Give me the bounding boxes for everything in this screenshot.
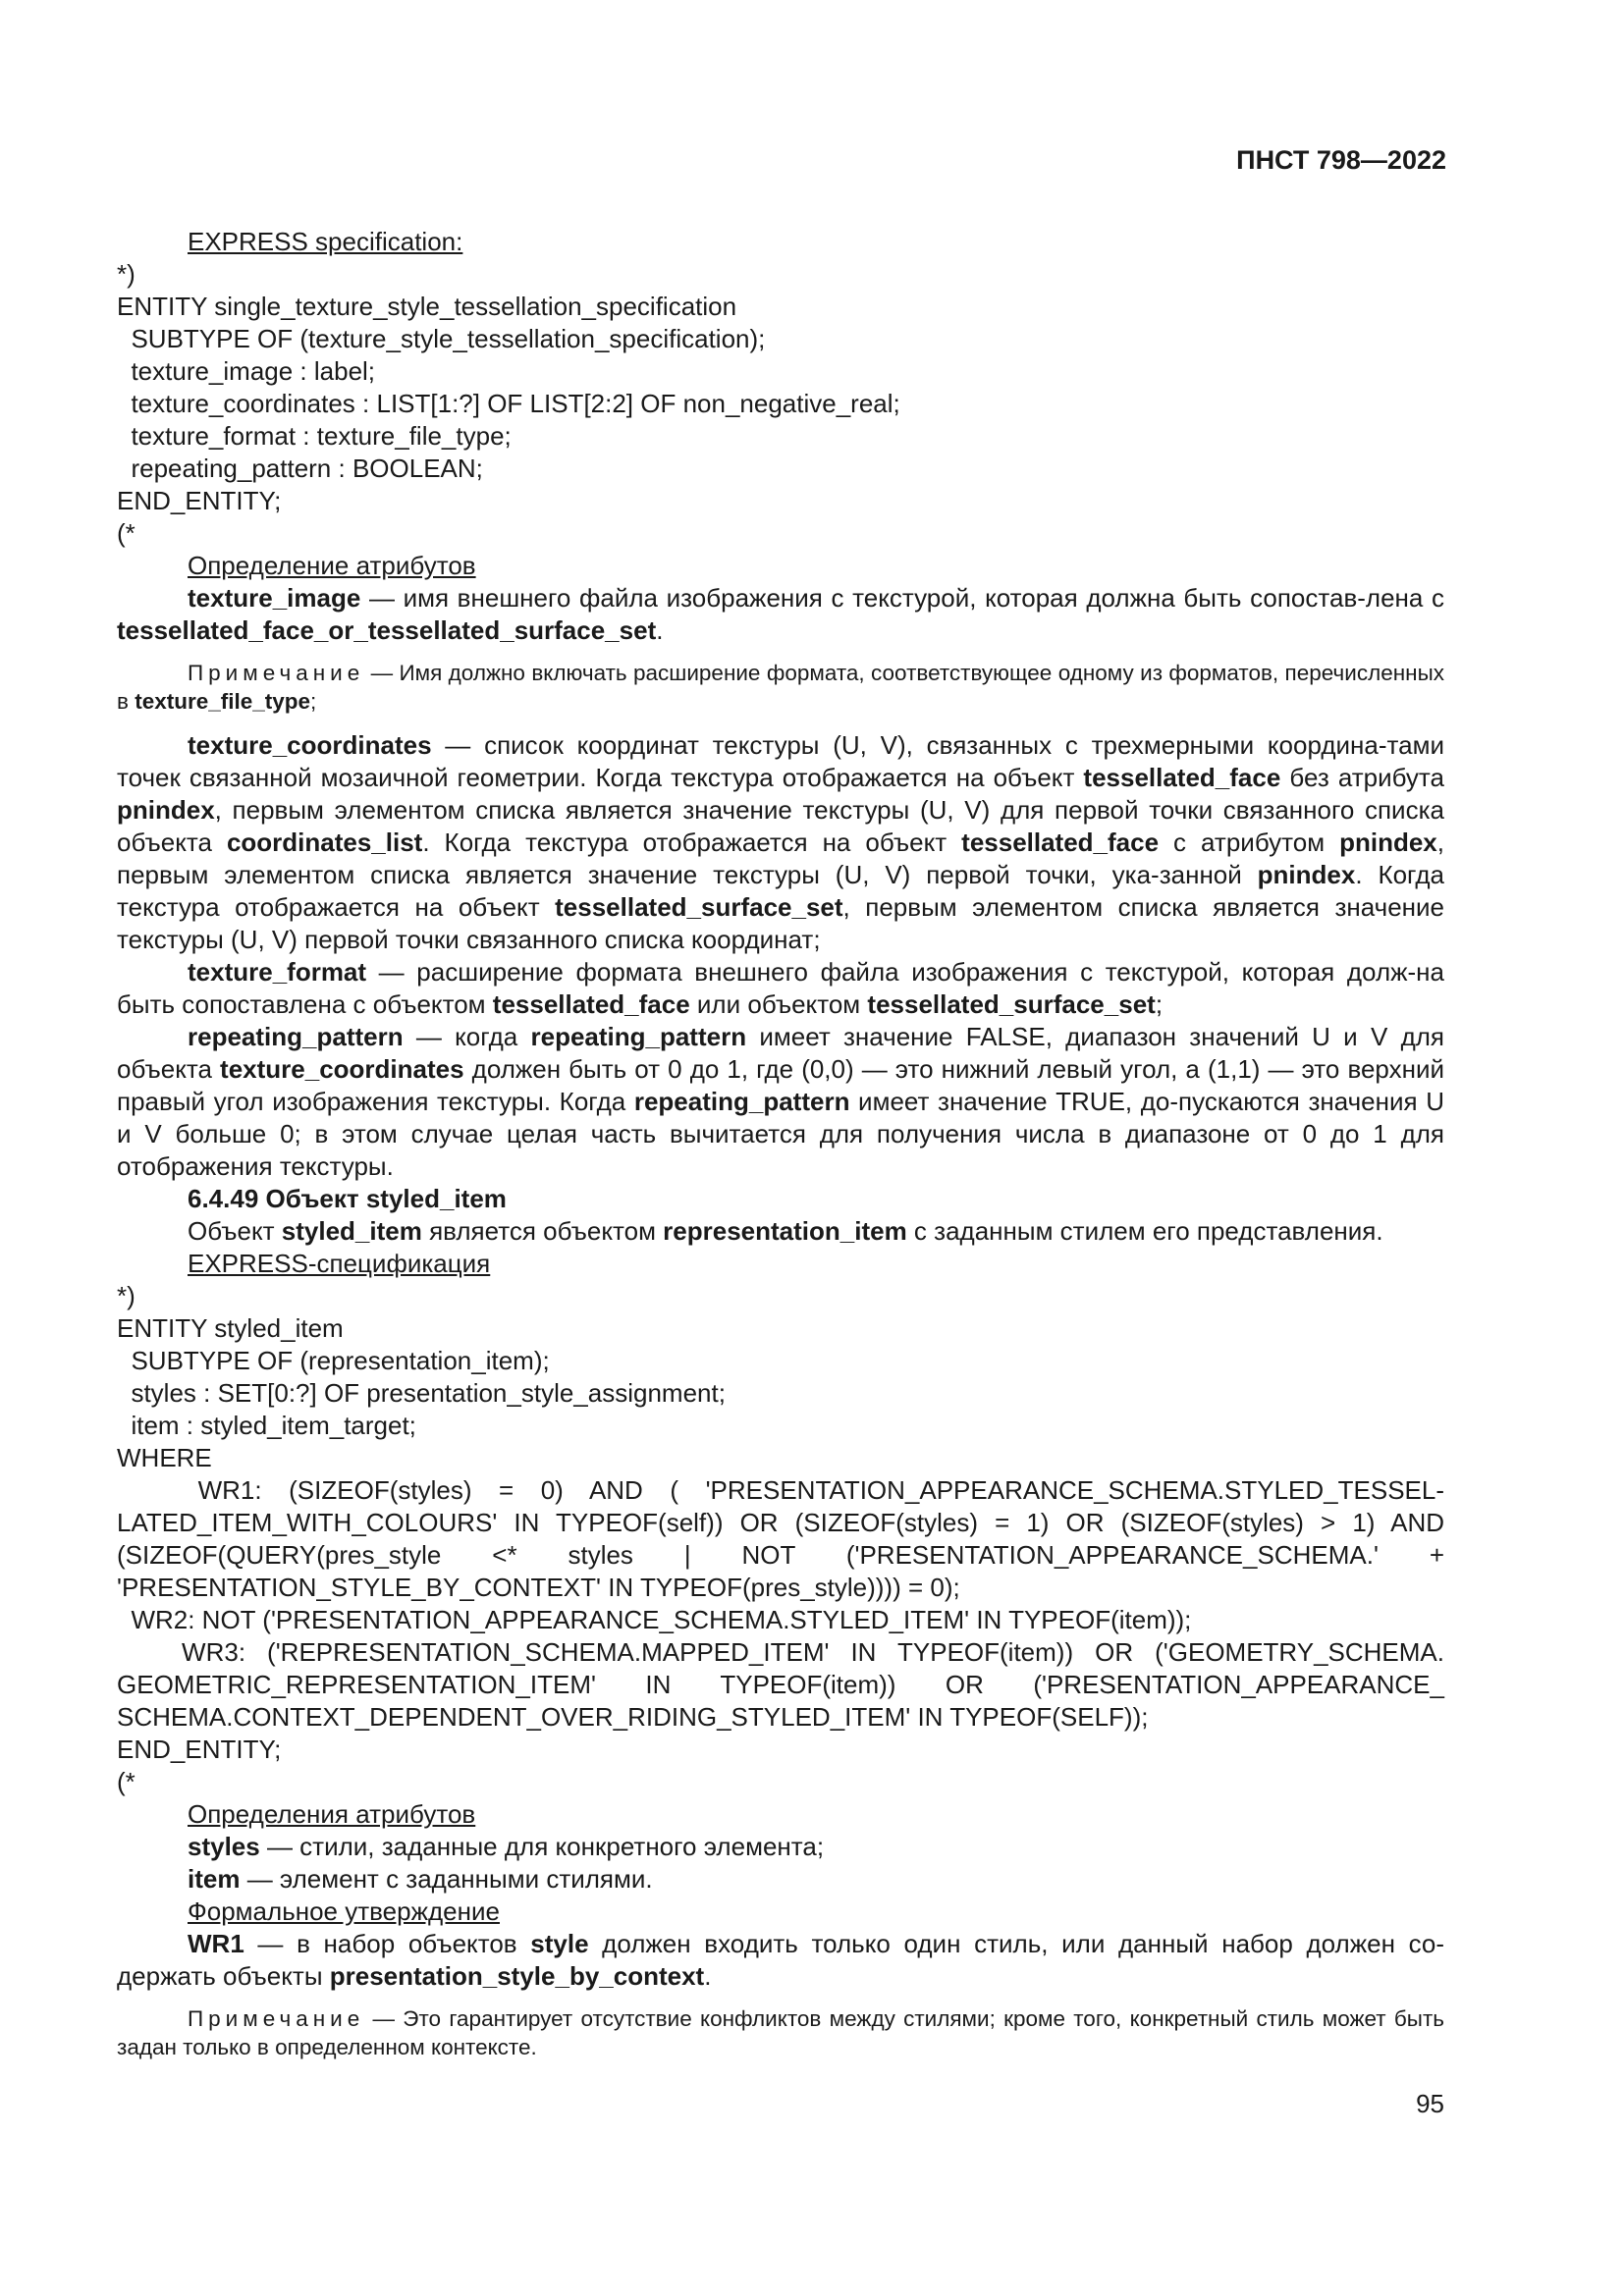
def-repeating-pattern: repeating_pattern — когда repeating_pattern имеет значение FALSE, диапазон значений U и V для объекта texture_coordinates должен быть от 0 до 1, где (0,0) — это нижний левый угол, а (1,1) — это верхний правый угол изображения текстуры. Когда repeating_pattern имеет значение TRUE, до-пускаются значения U и V больше 0; в этом случае целая часть вычитается для получения числа в диапазоне от 0 до 1 для отображения текстуры. [117,1022,1444,1181]
code-line: *) [117,1281,135,1310]
attr-heading-1: Определение атрибутов [188,551,476,580]
def-item: item — элемент с заданными стилями. [188,1864,653,1894]
standard-number: ПНСТ 798—2022 [1236,145,1446,175]
code-line: styles : SET[0:?] OF presentation_style_assignment; [117,1378,726,1408]
section-heading: 6.4.49 Объект styled_item [188,1184,507,1213]
code-block-2 [117,1280,1444,1474]
note-1: Примечание — Имя должно включать расширение формата, соответствующее одному из форматов, перечисленных в texture_file_type; [117,661,1444,714]
code-line: item : styled_item_target; [117,1411,416,1440]
express-spec-label: EXPRESS specification: [188,227,463,256]
code-line: END_ENTITY; [117,486,282,515]
code-line: repeating_pattern : BOOLEAN; [117,454,483,483]
code-block-3 [117,1734,1444,1798]
code-line: SUBTYPE OF (representation_item); [117,1346,550,1375]
code-line: (* [117,518,135,548]
code-wr2: WR2: NOT ('PRESENTATION_APPEARANCE_SCHEMA.STYLED_ITEM' IN TYPEOF(item)); [117,1605,1192,1634]
code-line: ENTITY styled_item [117,1313,344,1343]
code-line: (* [117,1767,135,1796]
formal-heading: Формальное утверждение [188,1896,500,1926]
note-2: Примечание — Это гарантирует отсутствие конфликтов между стилями; кроме того, конкретный стиль может быть задан только в определенном контексте. [117,2006,1444,2059]
code-wr3: WR3: ('REPRESENTATION_SCHEMA.MAPPED_ITEM' IN TYPEOF(item)) OR ('GEOMETRY_SCHEMA. GEOMETRIC_REPRESENTATION_ITEM' IN TYPEOF(item)) OR ('PRESENTATION_APPEARANCE_ SCHEMA.CONTEXT_DEPENDENT_OVER_RIDING_STYLED_ITEM' IN TYPEOF(SELF)); [117,1637,1452,1732]
def-texture-image: texture_image — имя внешнего файла изображения с текстурой, которая должна быть сопостав-лена с tessellated_face_or_tessellated_surface_set. [117,583,1444,645]
express-spec-label-2: EXPRESS-спецификация [188,1249,491,1278]
code-line: END_ENTITY; [117,1735,282,1764]
code-line: WHERE [117,1443,212,1472]
def-texture-coordinates: texture_coordinates — список координат текстуры (U, V), связанных с трехмерными координа-тами точек связанной мозаичной геометрии. Когда текстура отображается на объект tessellated_face без атрибута pnindex, первым элементом списка является значение текстуры (U, V) для первой точки связанного списка объекта coordinates_list. Когда текстура отображается на объект tessellated_face с атрибутом pnindex, первым элементом списка является значение текстуры (U, V) первой точки, ука-занной pnindex. Когда текстура отображается на объект tessellated_surface_set, первым элементом списка является значение текстуры (U, V) первой точки связанного списка координат; [117,730,1444,954]
section-intro: Объект styled_item является объектом representation_item с заданным стилем его представления. [188,1216,1383,1246]
def-texture-format: texture_format — расширение формата внешнего файла изображения с текстурой, которая долж-на быть сопоставлена с объектом tessellated_face или объектом tessellated_surface_set; [117,957,1444,1019]
code-line: texture_coordinates : LIST[1:?] OF LIST[2:2] OF non_negative_real; [117,389,900,418]
code-line: texture_image : label; [117,356,376,386]
code-line: texture_format : texture_file_type; [117,421,512,451]
def-wr1: WR1 — в набор объектов style должен входить только один стиль, или данный набор должен со-держать объекты presentation_style_by_context. [117,1929,1444,1991]
code-block-1 [117,258,1444,550]
def-styles: styles — стили, заданные для конкретного элемента; [188,1832,825,1861]
code-line: ENTITY single_texture_style_tessellation_specification [117,292,737,321]
document-body [117,226,1452,2075]
page-number: 95 [1416,2089,1444,2118]
code-line: SUBTYPE OF (texture_style_tessellation_specification); [117,324,766,353]
attr-heading-2: Определения атрибутов [188,1799,476,1829]
code-line: *) [117,259,135,289]
code-wr1: WR1: (SIZEOF(styles) = 0) AND ( 'PRESENTATION_APPEARANCE_SCHEMA.STYLED_TESSEL-LATED_ITEM_WITH_COLOURS' IN TYPEOF(self)) OR (SIZEOF(styles) = 1) OR (SIZEOF(styles) > 1) AND (SIZEOF(QUERY(pres_style <* styles | NOT ('PRESENTATION_APPEARANCE_SCHEMA.' + 'PRESENTATION_STYLE_BY_CONTEXT' IN TYPEOF(pres_style)))) = 0); [117,1475,1452,1602]
